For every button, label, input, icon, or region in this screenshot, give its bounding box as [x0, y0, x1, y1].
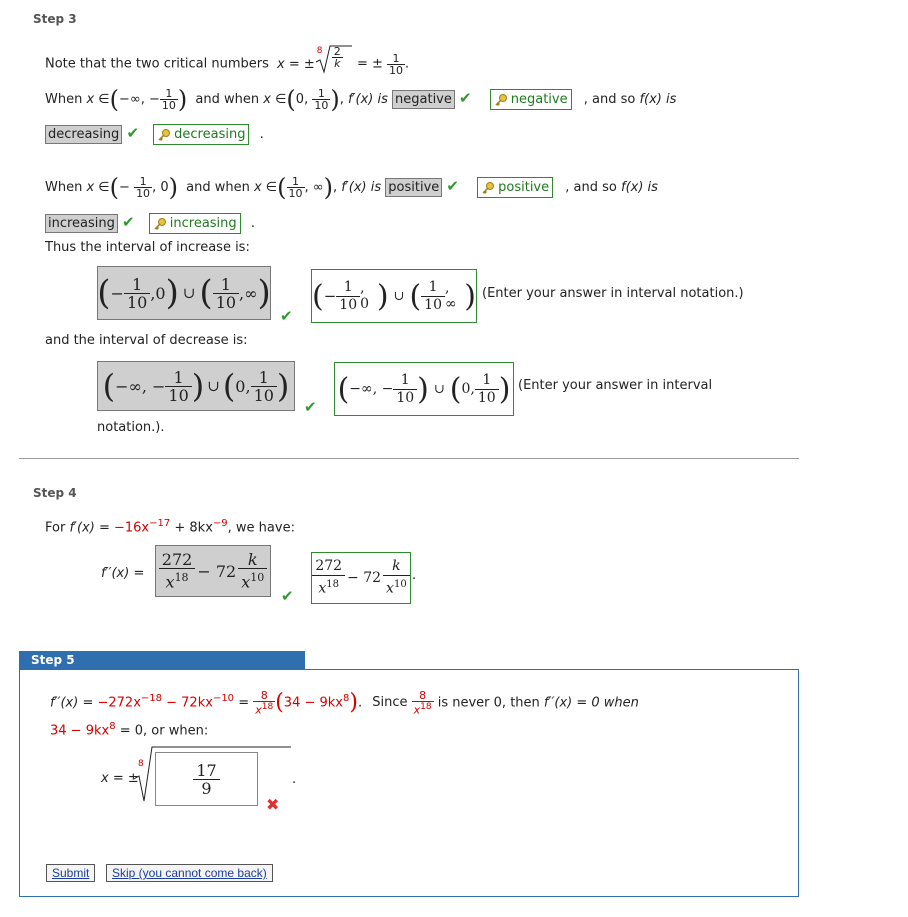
inck-frac-2	[421, 279, 445, 314]
s5-inner-exp: 8	[343, 693, 350, 704]
paren-close-3: )	[168, 173, 178, 202]
s5-frac	[253, 690, 275, 716]
check-icon: ✔	[280, 307, 293, 325]
critical-text: Note that the two critical numbers	[45, 56, 269, 72]
s5-term2: − 72kx	[166, 695, 213, 711]
s5-exp2: −10	[212, 693, 235, 704]
answer-decreasing[interactable]: decreasing	[45, 125, 122, 144]
inck-minus: −	[323, 287, 337, 305]
decrease-hint-2: notation.).	[97, 420, 165, 435]
root-fraction	[332, 46, 343, 69]
s5-frac-2	[412, 690, 434, 716]
neg-inf: −∞, −	[119, 92, 160, 107]
deck-num-1: 1	[393, 372, 417, 390]
sdk-frac-2	[383, 558, 410, 598]
dec-num-2: 1	[251, 369, 277, 387]
fprime-label: f′(x) =	[69, 520, 110, 536]
s5-ans-num: 17	[193, 762, 219, 780]
step4-dot: .	[412, 568, 417, 583]
paren-close: )	[177, 85, 188, 114]
s5-fdd0: f′′(x) = 0 when	[543, 695, 639, 711]
paren-open-2: (	[286, 85, 296, 114]
inc-den-1: 10	[126, 292, 148, 312]
s5-frac-den: x	[255, 703, 262, 717]
sd-den-1: x	[165, 572, 175, 592]
pos-fraction	[312, 88, 330, 111]
neg-fraction	[160, 88, 178, 111]
step5-heading: Step 5	[19, 651, 305, 670]
for-text: For	[45, 520, 66, 536]
paren-close-2: )	[330, 85, 340, 114]
exp-term1: −17	[149, 518, 171, 529]
sdk-minus72: − 72	[347, 570, 382, 586]
inc-num-2: 1	[213, 276, 239, 294]
check-icon: ✔	[126, 124, 140, 142]
sd-frac-2	[238, 551, 267, 590]
and-so: , and so	[583, 92, 636, 107]
neg-fraction-2	[134, 176, 152, 199]
we-have: , we have:	[227, 520, 295, 536]
deck-frac-1	[393, 372, 417, 407]
key-icon	[494, 93, 508, 107]
dec-den-2: 10	[253, 385, 274, 405]
decrease-interval-key: ( −∞, − $\frac{1}{10}$ ) ∪ ( 0, $\frac{1}{10}$ )	[334, 362, 514, 416]
pos-den-2: 10	[288, 187, 303, 200]
sdk-den-1-exp: 18	[326, 579, 339, 591]
answer-negative[interactable]: negative	[392, 90, 455, 109]
dec-num-1: 1	[165, 369, 191, 387]
second-derivative-input[interactable]	[155, 545, 271, 597]
skip-button[interactable]: Skip (you cannot come back)	[106, 864, 273, 882]
s5-exp1: −18	[140, 693, 162, 704]
s5-term1: −272x	[97, 695, 141, 711]
check-icon: ✔	[446, 177, 459, 195]
expr-term1: −16x	[113, 520, 150, 536]
deck-den-2: 10	[477, 389, 496, 406]
inc-frac-1	[124, 276, 150, 311]
s5-ans-den: 9	[201, 778, 212, 798]
neg-den: 10	[161, 99, 176, 112]
step4-intro	[45, 518, 295, 535]
x-in: x ∈	[86, 92, 110, 107]
answer-positive[interactable]: positive	[385, 178, 442, 197]
pos-den: 10	[314, 99, 329, 112]
paren-close-4: )	[323, 173, 333, 202]
sdk-den-1: x	[318, 580, 327, 597]
sd-num-1: 272	[159, 551, 196, 569]
inc-num-1: 1	[124, 276, 150, 294]
s5-ans-frac	[193, 762, 219, 797]
dec-frac-1	[165, 369, 191, 404]
neg-num: 1	[160, 88, 178, 100]
step5-line1: $f''(x) = -272x^{-18} - 72kx^{-10}$ = $\frac{8}{x^{18}}$ $(34 - 9kx^8)$. Since $\frac{8}{x^{18}}$ is never 0, then f′′(x) = 0 when	[50, 689, 639, 717]
root-index: 8	[316, 46, 323, 56]
s5-frac2-den: x	[413, 703, 421, 717]
dec-den-1: 10	[168, 385, 189, 405]
paren-open-4: (	[277, 173, 287, 202]
inck-den-2: 10	[424, 296, 442, 313]
s5-frac2-den-exp: 18	[420, 702, 432, 712]
sd-den-2: x	[241, 572, 251, 592]
s5-line2-red: 34 − 9kx	[50, 723, 110, 739]
s5-eq: =	[238, 695, 250, 711]
sdk-den-2: x	[386, 580, 394, 597]
when-text: When	[45, 92, 83, 107]
s5-frac-num: 8	[253, 690, 275, 702]
critical-fraction	[387, 53, 405, 76]
decrease-hint: (Enter your answer in interval	[518, 378, 713, 393]
paren-open: (	[109, 85, 120, 114]
root-expression	[315, 45, 353, 78]
second-derivative-key	[311, 552, 411, 604]
answer-increasing[interactable]: increasing	[45, 214, 118, 233]
increase-interval-input[interactable]: ( − $\frac{1}{10}$ ,0 ) ∪ ( $\frac{1}{10}$ ,∞ )	[97, 266, 271, 320]
root-answer-input[interactable]	[155, 752, 258, 806]
decreasing-condition-line: When x ∈(−∞, − $\frac{1}{10}$ ) and when x ∈(0, $\frac{1}{10}$ ), f′(x) is negative ✔ negative , and so f(x) is	[45, 85, 677, 114]
sdk-frac-1	[312, 558, 345, 598]
deck-num-2: 1	[475, 372, 499, 390]
s5-x-eq: x = ±	[101, 771, 139, 786]
x-equals: x = ±	[277, 56, 315, 72]
dot: .	[259, 127, 264, 142]
exp-term2: −9	[212, 518, 228, 529]
inc-minus: −	[110, 283, 124, 303]
increase-interval-key: ( − $\frac{1}{10}$ , 0 ) ∪ ( $\frac{1}{10}$ , ∞ )	[311, 269, 477, 323]
expr-term2: + 8kx	[174, 520, 213, 536]
step5-line2	[50, 721, 208, 738]
s5-line2-rest: = 0, or when:	[119, 723, 209, 739]
key-negative-text: negative	[510, 92, 568, 107]
x-in-3: x ∈	[86, 180, 110, 195]
inc-den-2: 10	[215, 292, 237, 312]
increase-hint: (Enter your answer in interval notation.)	[482, 286, 744, 301]
sdk-num-1: 272	[312, 558, 345, 576]
neg-den-2: 10	[136, 187, 151, 200]
incorrect-x-icon: ✖	[266, 795, 280, 814]
neg-num-2: 1	[134, 176, 152, 188]
deck-den-1: 10	[396, 389, 415, 406]
inc-frac-2	[213, 276, 239, 311]
key-increasing-text: increasing	[169, 216, 237, 231]
key-icon	[153, 217, 167, 231]
sd-den-1-exp: 18	[174, 571, 189, 585]
eq-pm: = ±	[356, 56, 383, 72]
root-den: k	[334, 57, 341, 70]
sd-num-2: k	[238, 551, 267, 569]
check-icon: ✔	[281, 587, 294, 605]
check-icon: ✔	[304, 398, 317, 416]
inck-den-1: 10	[339, 296, 358, 313]
decrease-label: and the interval of decrease is:	[45, 333, 248, 348]
root-num: 2	[333, 45, 341, 58]
critical-num: 1	[387, 53, 405, 65]
deck-frac-2	[475, 372, 499, 407]
period: .	[405, 56, 410, 72]
s5-line2-exp: 8	[109, 721, 116, 732]
step3-heading: Step 3	[33, 12, 77, 26]
zero-comma: 0,	[295, 92, 309, 107]
dec-frac-2	[251, 369, 277, 404]
fdd-label: f′′(x) =	[101, 566, 145, 581]
fprime-is: f′(x) is	[347, 92, 388, 107]
key-answer-decreasing	[153, 124, 249, 145]
step-separator	[19, 458, 799, 459]
key-icon	[481, 181, 495, 195]
key-icon	[157, 128, 171, 142]
increase-label: Thus the interval of increase is:	[45, 240, 250, 255]
check-icon: ✔	[122, 213, 135, 231]
inck-num-2: 1	[421, 279, 445, 297]
dot-2: .	[250, 216, 255, 231]
key-answer-negative	[490, 89, 572, 110]
minus: −	[119, 180, 130, 195]
inck-num-1: 1	[336, 279, 360, 297]
increasing-condition-line: When x ∈(− $\frac{1}{10}$ , 0) and when x ∈( $\frac{1}{10}$ , ∞), f′(x) is positive ✔ positive , and so f(x) is	[45, 173, 658, 202]
inck-frac-1	[336, 279, 360, 314]
key-answer-positive	[477, 177, 553, 198]
sdk-den-2-exp: 10	[393, 579, 407, 591]
decrease-interval-input[interactable]: ( −∞, − $\frac{1}{10}$ ) ∪ ( 0, $\frac{1}{10}$ )	[97, 361, 295, 411]
critical-den: 10	[389, 63, 403, 77]
submit-button[interactable]: Submit	[46, 864, 95, 882]
sd-den-2-exp: 10	[250, 571, 265, 585]
decreasing-answer-line	[45, 123, 264, 145]
key-answer-increasing	[149, 213, 241, 234]
increasing-answer-line	[45, 212, 255, 234]
step4-heading: Step 4	[33, 486, 77, 500]
x-in-2: x ∈	[263, 92, 287, 107]
sd-frac-1	[159, 551, 196, 590]
s5-dot: .	[292, 772, 297, 787]
s5-fdd: f′′(x) =	[50, 695, 94, 711]
s5-frac2-num: 8	[412, 690, 434, 702]
pos-num-2: 1	[287, 176, 305, 188]
and-when-text-2: and when	[186, 180, 250, 195]
inf: , ∞	[304, 180, 324, 195]
comma-zero: , 0	[152, 180, 169, 195]
x-in-4: x ∈	[253, 180, 278, 195]
check-icon: ✔	[459, 89, 472, 107]
key-positive-text: positive	[498, 180, 550, 195]
s5-never0: is never 0, then	[437, 695, 540, 711]
when-text-2: When	[45, 180, 83, 195]
fprime-is-2: f′(x) is	[341, 180, 382, 195]
pos-num: 1	[312, 88, 330, 100]
sd-minus72: − 72	[197, 561, 237, 581]
pos-fraction-2	[287, 176, 305, 199]
key-decreasing-text: decreasing	[174, 127, 246, 142]
s5-frac-den-exp: 18	[261, 702, 274, 712]
sdk-num-2: k	[383, 558, 410, 576]
and-so-2: , and so	[565, 180, 617, 195]
paren-open-3: (	[109, 173, 120, 202]
critical-numbers-line	[45, 45, 410, 78]
and-when-text: and when	[195, 92, 260, 107]
s5-inner: 34 − 9kx	[283, 695, 343, 711]
s5-since: Since	[372, 695, 408, 711]
fx-is: f(x) is	[639, 92, 677, 107]
fx-is-2: f(x) is	[621, 180, 658, 195]
s5-root-index: 8	[138, 759, 144, 769]
